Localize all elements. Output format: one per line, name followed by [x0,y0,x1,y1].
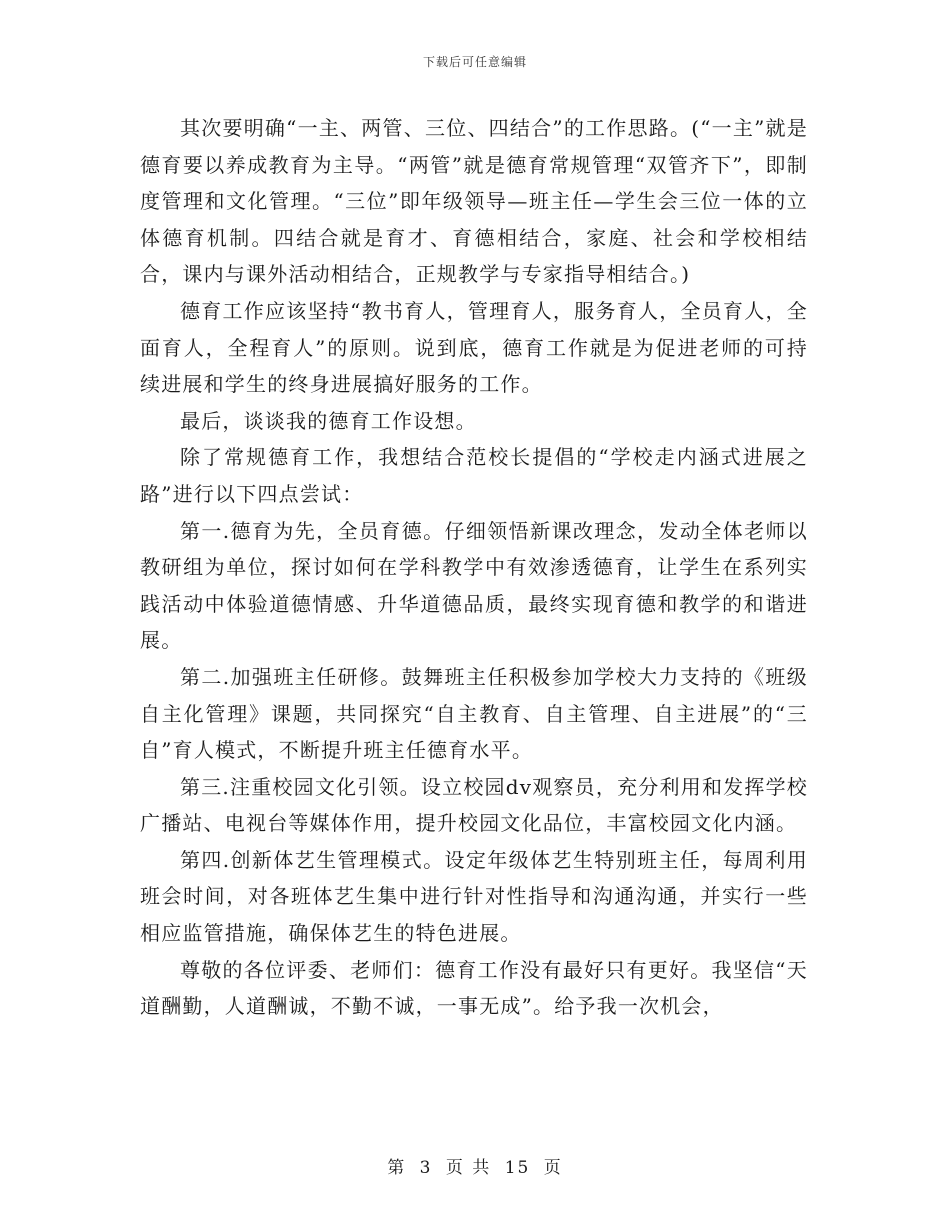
paragraph: 第三.注重校园文化引领。设立校园dv观察员，充分利用和发挥学校广播站、电视台等媒体作用，提升校园文化品位，丰富校园文化内涵。 [140,774,808,836]
paragraph: 其次要明确“一主、两管、三位、四结合”的工作思路。(“一主”就是德育要以养成教育为主导。“两管”就是德育常规管理“双管齐下”，即制度管理和文化管理。“三位”即年级领导—班主任—学生会三位一体的立体德育机制。四结合就是育才、育德相结合，家庭、社会和学校相结合，课内与课外活动相结合，正规教学与专家指导相结合。) [140,116,808,287]
paragraph: 尊敬的各位评委、老师们：德育工作没有最好只有更好。我坚信“天道酬勤，人道酬诚，不勤不诚，一事无成”。给予我一次机会， [140,957,808,1019]
page-header: 下载后可任意编辑 [422,55,527,69]
paragraph: 第一.德育为先，全员育德。仔细领悟新课改理念，发动全体老师以教研组为单位，探讨如何在学科教学中有效渗透德育，让学生在系列实践活动中体验道德情感、升华道德品质，最终实现育德和教学的和谐进展。 [140,518,808,653]
document-body [140,110,808,1025]
paragraph: 德育工作应该坚持“教书育人，管理育人，服务育人，全员育人，全面育人，全程育人”的原则。说到底，德育工作就是为促进老师的可持续进展和学生的终身进展搞好服务的工作。 [140,298,808,397]
paragraph: 最后，谈谈我的德育工作设想。 [180,408,477,433]
paragraph: 第二.加强班主任研修。鼓舞班主任积极参加学校大力支持的《班级自主化管理》课题，共同探究“自主教育、自主管理、自主进展”的“三自”育人模式，不断提升班主任德育水平。 [140,664,808,763]
current-page-number: 3 [419,1158,433,1178]
footer-middle: 页 共 [445,1158,492,1178]
footer-prefix: 第 [387,1158,407,1178]
paragraph: 第四.创新体艺生管理模式。设定年级体艺生特别班主任，每周利用班会时间，对各班体艺生集中进行针对性指导和沟通沟通，并实行一些相应监管措施，确保体艺生的特色进展。 [140,847,808,946]
footer-suffix: 页 [543,1158,563,1178]
page-footer [0,1153,950,1178]
total-pages-number: 15 [504,1158,531,1178]
paragraph: 除了常规德育工作，我想结合范校长提倡的“学校走内涵式进展之路”进行以下四点尝试： [140,445,808,506]
